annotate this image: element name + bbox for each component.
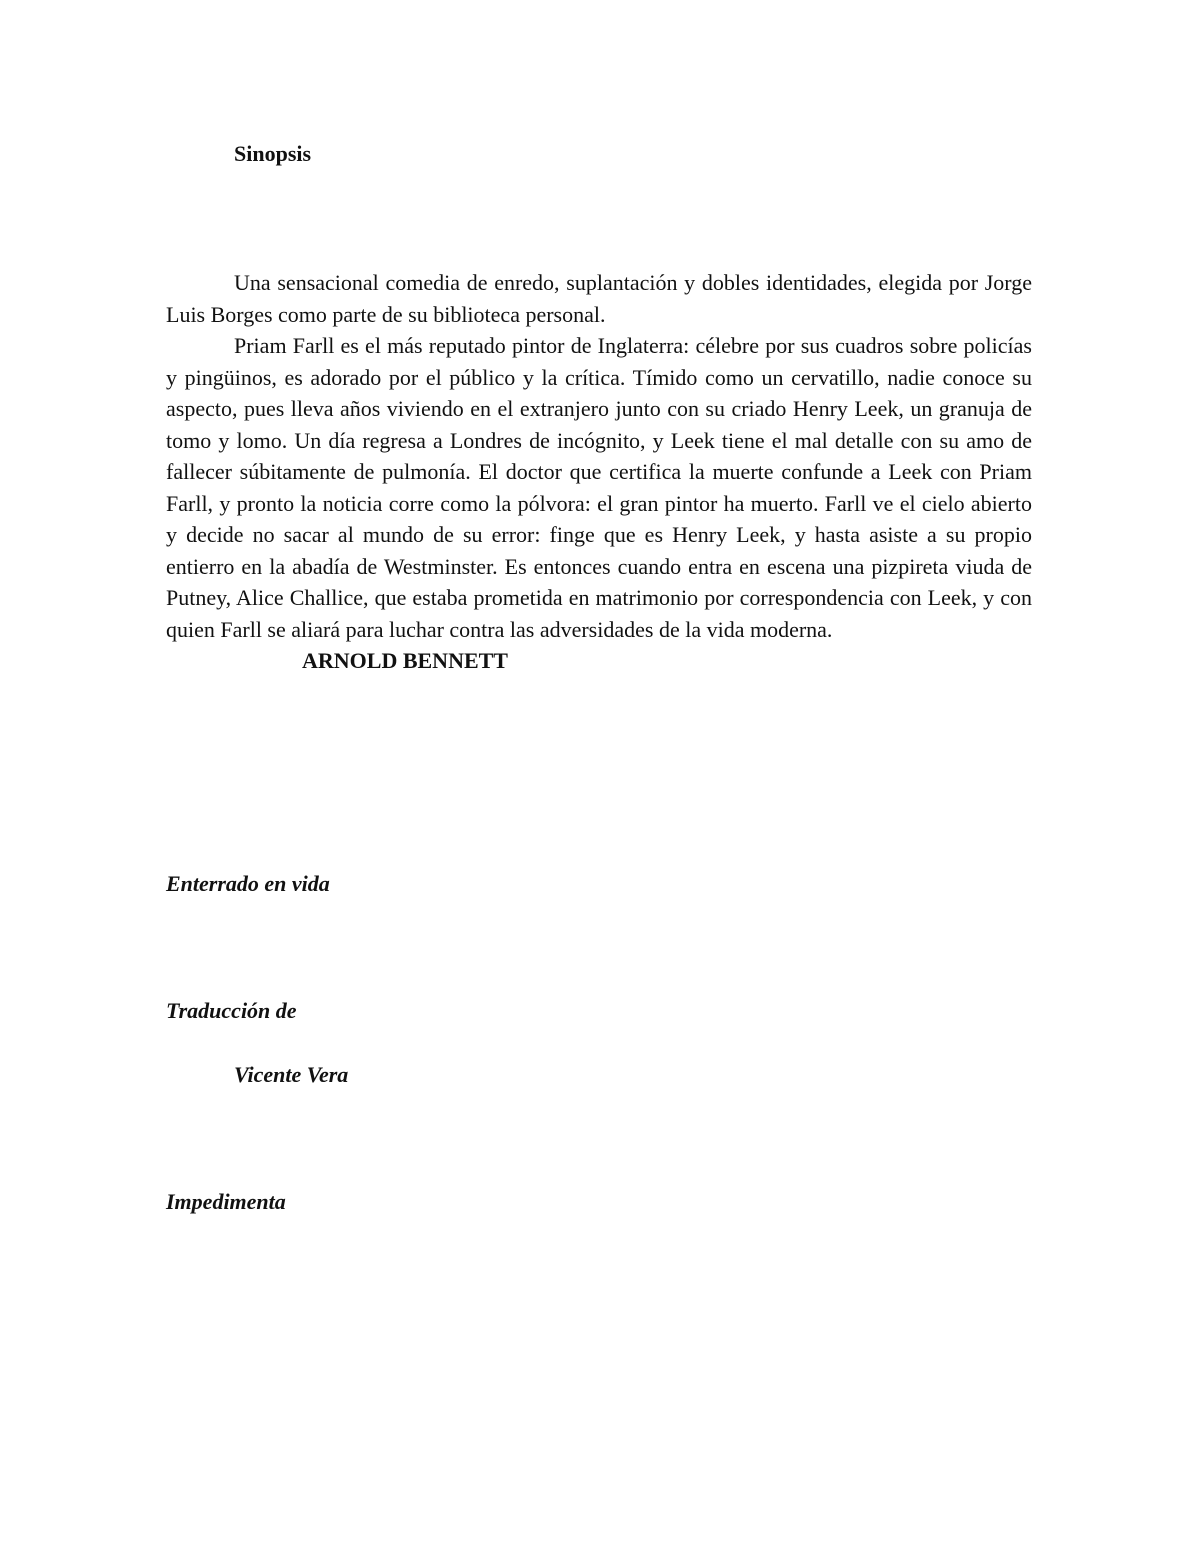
book-title: Enterrado en vida <box>166 871 330 896</box>
publisher-name: Impedimenta <box>166 1189 286 1214</box>
synopsis-body <box>166 267 1032 677</box>
synopsis-paragraph-1: Una sensacional comedia de enredo, suplantación y dobles identidades, elegida por Jorge Luis Borges como parte de su biblioteca personal. <box>166 270 1032 327</box>
translator-name: Vicente Vera <box>234 1062 349 1087</box>
translation-label: Traducción de <box>166 998 297 1023</box>
synopsis-paragraph-2: Priam Farll es el más reputado pintor de Inglaterra: célebre por sus cuadros sobre policías y pingüinos, es adorado por el público y la crítica. Tímido como un cervatillo, nadie conoce su aspecto, pues lleva años viviendo en el extranjero junto con su criado Henry Leek, un granuja de tomo y lomo. Un día regresa a Londres de incógnito, y Leek tiene el mal detalle con su amo de fallecer súbitamente de pulmonía. El doctor que certifica la muerte confunde a Leek con Priam Farll, y pronto la noticia corre como la pólvora: el gran pintor ha muerto. Farll ve el cielo abierto y decide no sacar al mundo de su error: finge que es Henry Leek, y hasta asiste a su propio entierro en la abadía de Westminster. Es entonces cuando entra en escena una pizpireta viuda de Putney, Alice Challice, que estaba prometida en matrimonio por correspondencia con Leek, y con quien Farll se aliará para luchar contra las adversidades de la vida moderna. <box>166 333 1032 642</box>
section-heading: Sinopsis <box>234 141 312 166</box>
author-name: ARNOLD BENNETT <box>302 648 508 673</box>
